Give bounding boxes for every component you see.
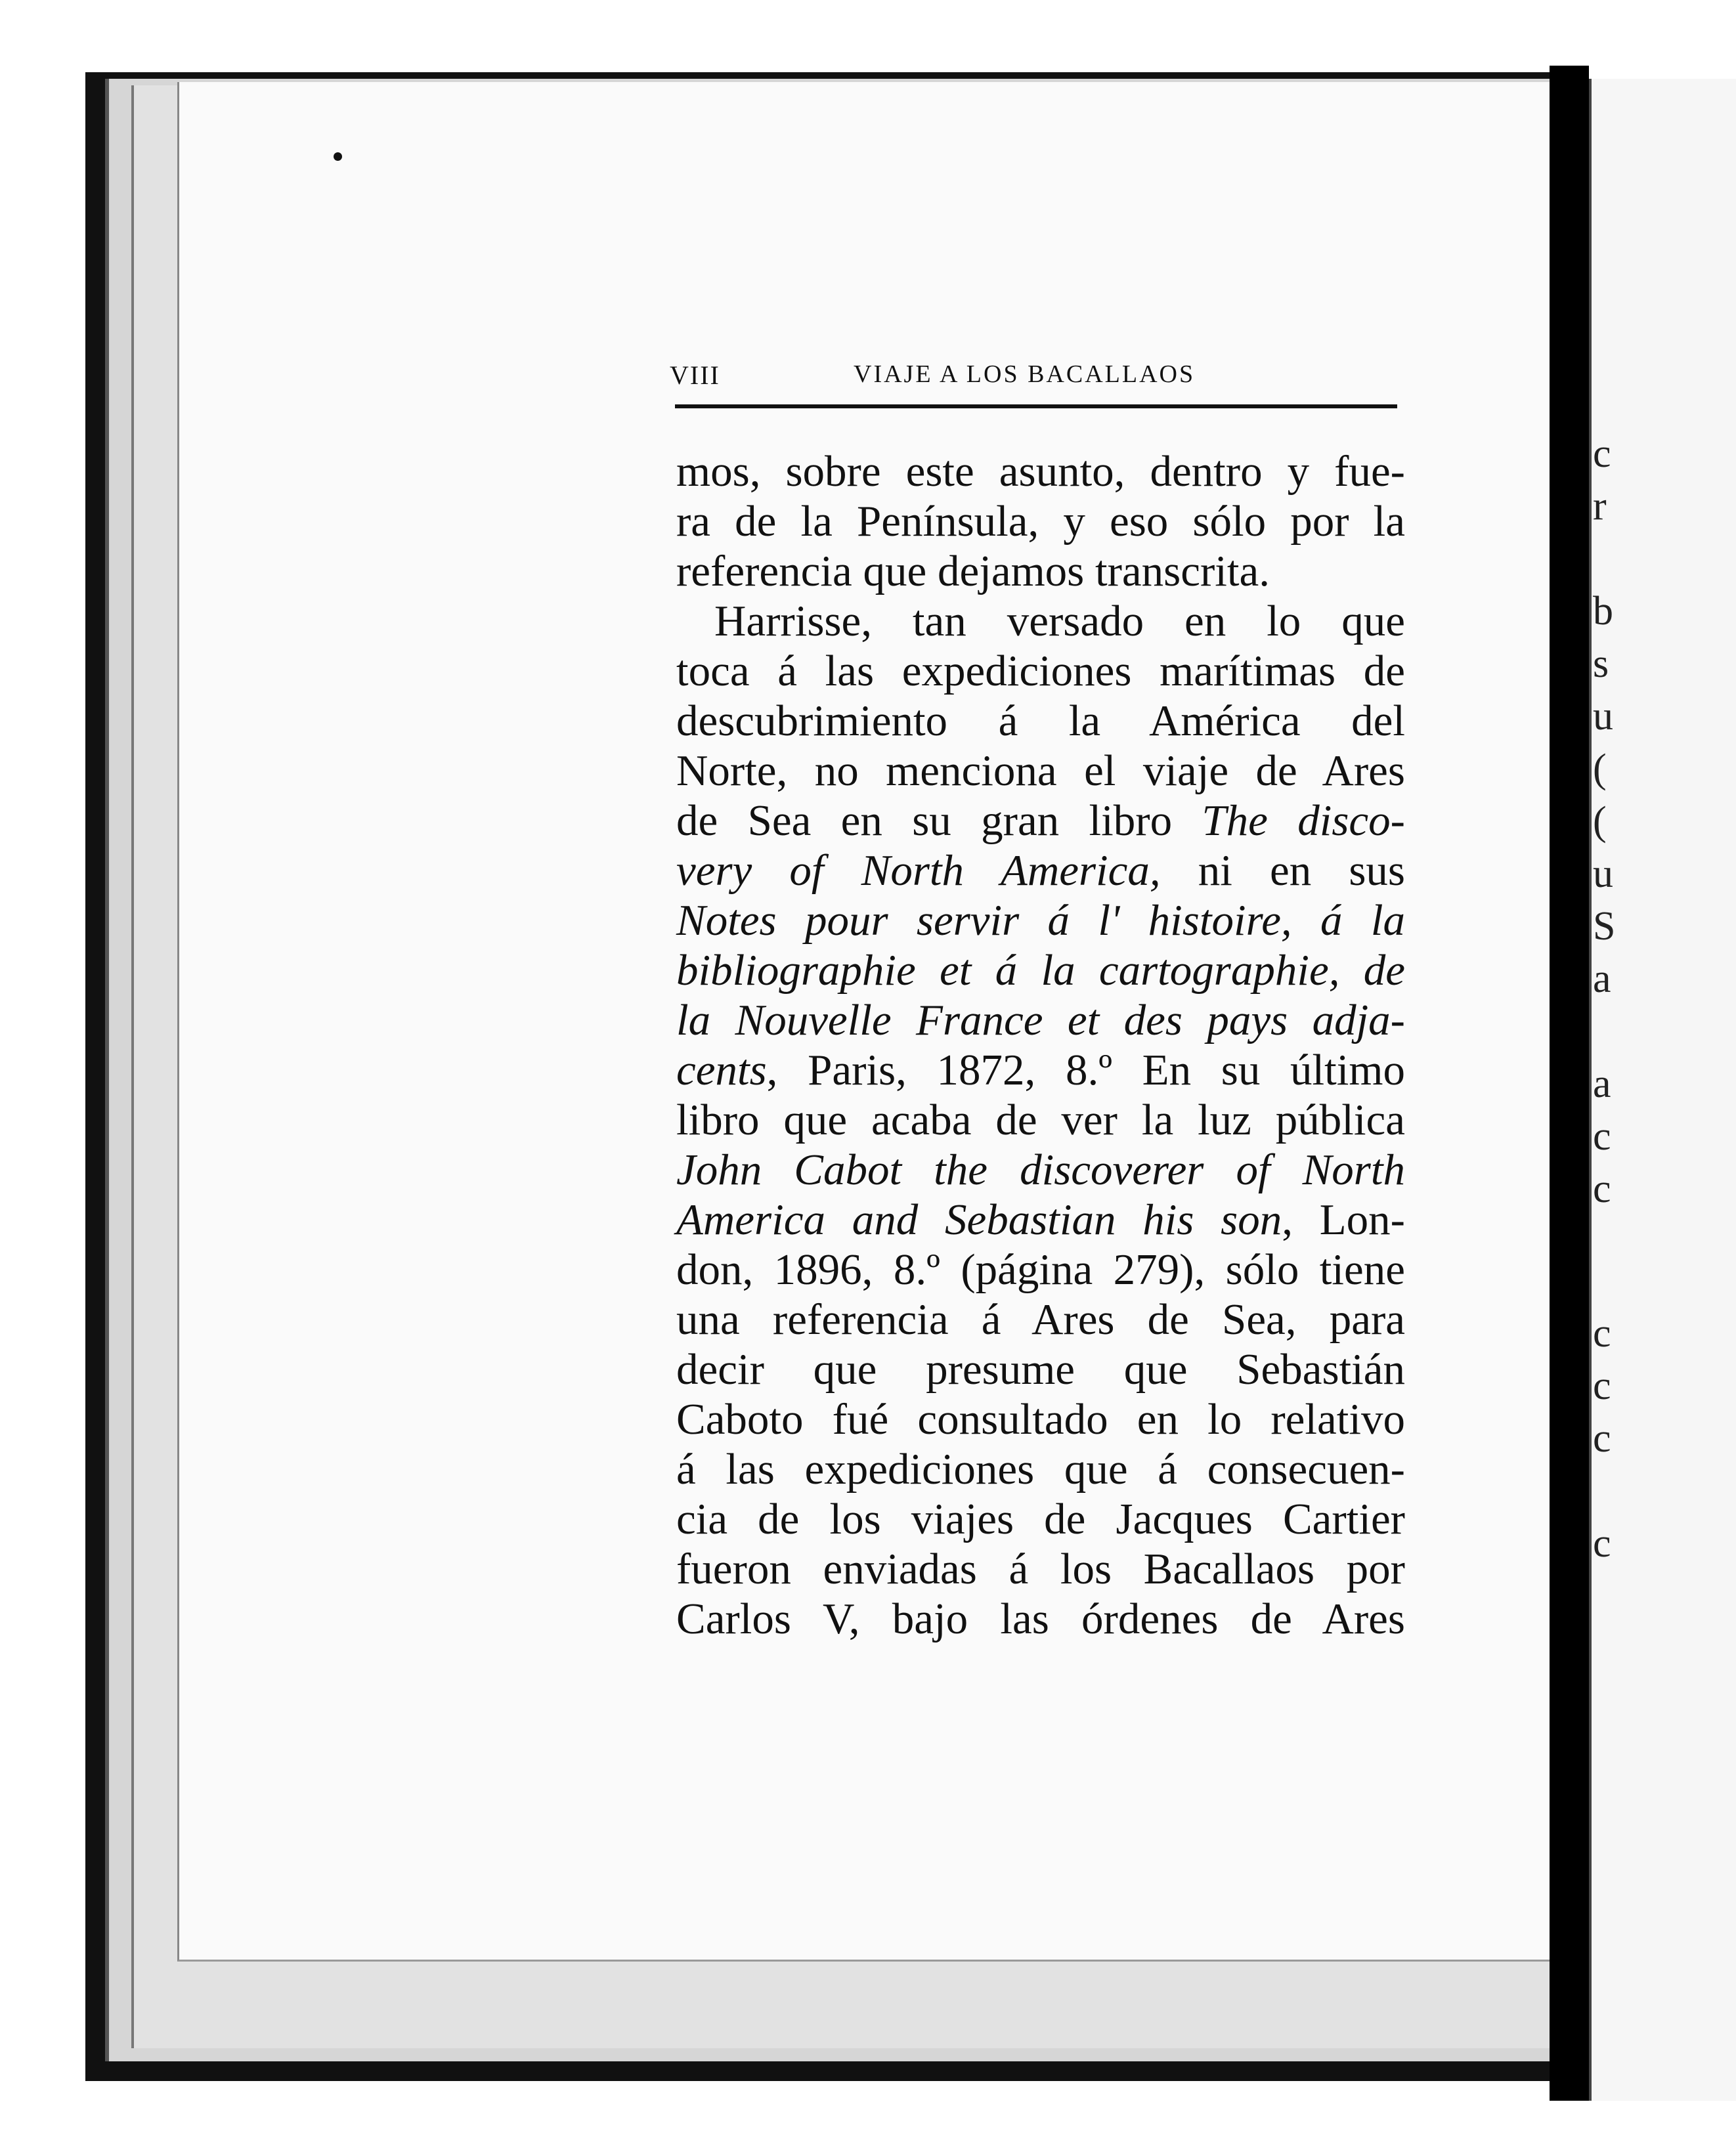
line-roman: , Paris, 1872, 8.º En su último	[766, 1046, 1405, 1094]
text-line: decir que presume que Sebastián	[676, 1345, 1405, 1394]
text-line: una referencia á Ares de Sea, para	[676, 1295, 1405, 1344]
text-line	[676, 995, 1405, 1045]
adjacent-page-fragment: S	[1593, 904, 1616, 949]
text-line	[676, 945, 1405, 995]
text-line: cia de los viajes de Jacques Cartier	[676, 1495, 1405, 1543]
book-title: bibliographie et á la cartographie, de	[676, 946, 1405, 995]
adjacent-page-fragment: c	[1593, 1167, 1611, 1211]
book-title: John Cabot the discoverer of North	[676, 1146, 1405, 1194]
adjacent-page-fragment: b	[1593, 589, 1613, 634]
text-line: toca á las expediciones marítimas de	[676, 647, 1405, 695]
adjacent-page-fragment: c	[1593, 1114, 1611, 1159]
text-line	[676, 1145, 1405, 1195]
text-line: don, 1896, 8.º (página 279), sólo tiene	[676, 1245, 1405, 1294]
text-line: fueron enviadas á los Bacallaos por	[676, 1545, 1405, 1593]
adjacent-page	[1589, 79, 1736, 2101]
text-line: á las expediciones que á consecuen-	[676, 1445, 1405, 1493]
adjacent-page-fragment: u	[1593, 694, 1613, 739]
adjacent-page-fragment: c	[1593, 1364, 1611, 1408]
book-title: very of North America,	[676, 846, 1161, 895]
text-line: Caboto fué consultado en lo relativo	[676, 1395, 1405, 1444]
adjacent-page-fragment: c	[1593, 1521, 1611, 1566]
adjacent-page-fragment: r	[1593, 484, 1607, 528]
text-line: ra de la Península, y eso sólo por la	[676, 497, 1405, 546]
text-line: libro que acaba de ver la luz pública	[676, 1096, 1405, 1144]
adjacent-page-fragment: c	[1593, 1311, 1611, 1356]
page-header	[670, 360, 1399, 390]
gutter-shadow	[1550, 66, 1589, 2101]
adjacent-page-fragment: c	[1593, 1416, 1611, 1461]
text-line	[676, 796, 1405, 846]
book-title: Notes pour servir á l' histoire, á la	[676, 896, 1405, 945]
text-line	[676, 1045, 1405, 1095]
book-title: la Nouvelle France et des pays adja-	[676, 996, 1405, 1044]
line-roman: ni en sus	[1160, 846, 1406, 895]
adjacent-page-fragment: (	[1593, 799, 1607, 844]
text-line: Norte, no menciona el viaje de Ares	[676, 746, 1405, 795]
book-title: America and Sebastian his son	[676, 1195, 1282, 1244]
text-line: mos, sobre este asunto, dentro y fue-	[676, 447, 1405, 496]
text-line: Carlos V, bajo las órdenes de Ares	[676, 1595, 1405, 1643]
text-line: referencia que dejamos transcrita.	[676, 547, 1270, 595]
text-line: Harrisse, tan versado en lo que	[714, 597, 1405, 645]
text-line	[676, 895, 1405, 945]
running-title: VIAJE A LOS BACALLAOS	[854, 360, 1196, 388]
page-number: VIII	[670, 360, 720, 390]
text-line: descubrimiento á la América del	[676, 697, 1405, 745]
body-text	[676, 446, 1405, 1644]
adjacent-page-fragment: u	[1593, 851, 1613, 896]
text-line	[676, 1195, 1405, 1245]
adjacent-page-fragment: a	[1593, 1062, 1611, 1106]
adjacent-page-fragment: (	[1593, 746, 1607, 791]
line-roman: , Lon-	[1282, 1195, 1405, 1244]
text-line	[676, 846, 1405, 895]
adjacent-page-fragment: c	[1593, 431, 1611, 476]
line-roman: de Sea en su gran libro	[676, 796, 1202, 845]
header-rule	[675, 404, 1397, 408]
book-title: cents	[676, 1046, 767, 1094]
book-title: The disco-	[1202, 796, 1405, 845]
adjacent-page-fragment: a	[1593, 956, 1611, 1001]
adjacent-page-fragment: s	[1593, 641, 1609, 686]
ink-speck	[334, 152, 342, 161]
